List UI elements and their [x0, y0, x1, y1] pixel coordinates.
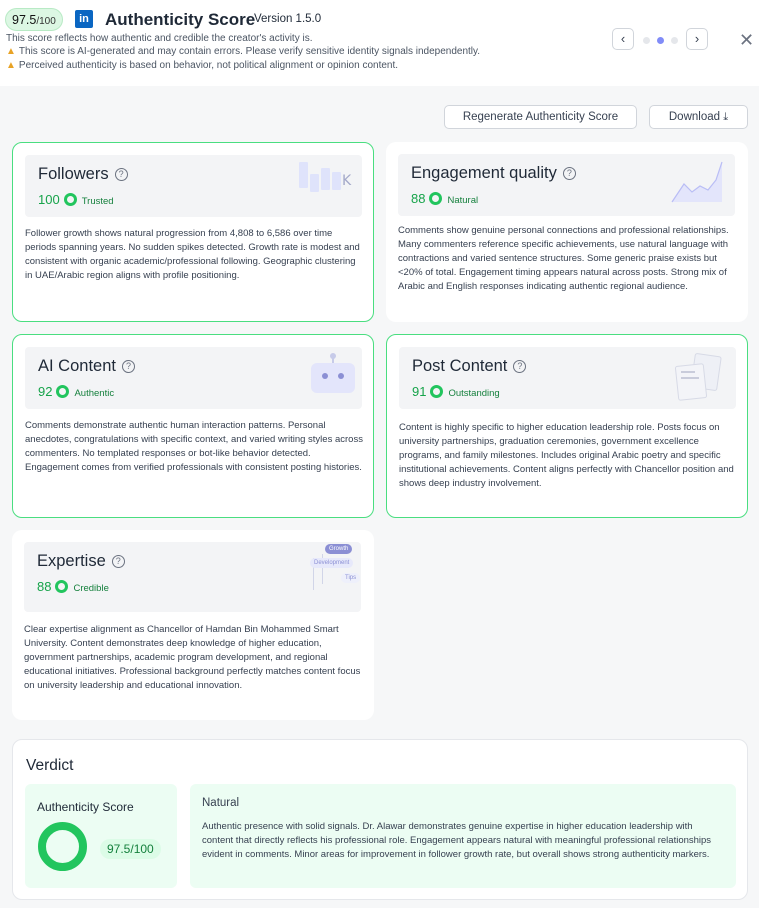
page-title: Authenticity Score — [105, 10, 256, 29]
card-title: Engagement quality ? — [411, 164, 576, 183]
help-icon[interactable]: ? — [513, 360, 526, 373]
warning-text: This score is AI-generated and may contain errors. Please verify sensitive identity signals independently. — [18, 46, 481, 57]
card-score: 92 Authentic — [38, 384, 115, 399]
score-ring-icon — [56, 385, 69, 398]
robot-icon — [307, 352, 359, 402]
card-post-content — [386, 334, 748, 518]
help-icon[interactable]: ? — [563, 167, 576, 180]
warning-icon: ▲ — [6, 60, 16, 71]
score-label: Authentic — [74, 388, 115, 399]
score-ring-icon — [55, 580, 68, 593]
close-icon[interactable]: ✕ — [739, 30, 755, 50]
card-score: 91 Outstanding — [412, 384, 500, 399]
pager-dot[interactable] — [671, 37, 678, 44]
card-body: Follower growth shows natural progression from 4,808 to 6,586 over time periods spanning years. No sudden spikes detected. Growth rate is modest and consistent with organic academic/professional following. Geographic clustering in UAE/Arabic region aligns with profile positioning. — [25, 228, 360, 281]
warning-text: Perceived authenticity is based on behavior, not political alignment or opinion content. — [18, 60, 399, 71]
score-ring-icon — [429, 192, 442, 205]
score-label: Credible — [73, 583, 109, 594]
score-ring-icon — [430, 385, 443, 398]
card-body: Comments show genuine personal connections and professional relationships. Many commenters reference specific achievements, use natural language with contractions and varied sentence structures. Some generic praise exists but <20% of total. Engagement timing appears natural across posts. Strong mix of Arabic and English responses indicating authentic regional audience. — [398, 225, 729, 292]
area-chart-icon — [670, 158, 726, 204]
score-max: /100 — [36, 16, 56, 27]
authenticity-score-panel — [25, 784, 177, 888]
subtitle: This score reflects how authentic and credible the creator's activity is. — [6, 33, 313, 44]
card-title: AI Content ? — [38, 357, 135, 376]
card-header — [398, 154, 735, 216]
card-score: 88 Natural — [411, 191, 479, 206]
verdict-title: Verdict — [26, 757, 74, 774]
verdict-assessment: Natural — [202, 797, 240, 809]
pager-dot[interactable] — [643, 37, 650, 44]
card-body: Clear expertise alignment as Chancellor of Hamdan Bin Mohammed Smart University. Content demonstrates deep knowledge of higher education, government partnerships, academic program development, and regional educational initiatives. Professional background perfectly matches content focus on university leadership and educational innovation. — [24, 624, 361, 691]
pager — [612, 28, 710, 52]
version-label: Version 1.5.0 — [254, 13, 322, 25]
prev-button[interactable]: ‹ — [612, 28, 634, 50]
authenticity-score-label: Authenticity Score — [37, 800, 134, 814]
header — [0, 0, 759, 86]
help-icon[interactable]: ? — [112, 555, 125, 568]
help-icon[interactable]: ? — [122, 360, 135, 373]
authenticity-score-value: 97.5/100 — [100, 839, 161, 859]
card-header — [25, 347, 362, 409]
tree-node: Tips — [341, 573, 360, 583]
score-value: 97.5 — [12, 13, 37, 27]
score-label: Outstanding — [448, 388, 500, 399]
tree-node: Development — [310, 558, 353, 568]
score-label: Trusted — [81, 196, 114, 207]
warning-ai — [6, 46, 480, 57]
tree-node: Growth — [325, 544, 352, 554]
score-badge — [5, 8, 63, 31]
card-title: Followers ? — [38, 165, 128, 184]
card-title: Expertise ? — [37, 552, 125, 571]
warning-icon: ▲ — [6, 46, 16, 57]
download-label: Download — [668, 111, 721, 123]
card-header — [24, 542, 361, 612]
next-button[interactable]: › — [686, 28, 708, 50]
card-body: Comments demonstrate authentic human interaction patterns. Personal anecdotes, congratulations with specific context, and varied writing styles across commenters. No templated responses or bot-like behavior detected. Engagement comes from verified professionals with consistent posting histories. — [25, 420, 363, 473]
score-donut-icon — [38, 822, 87, 871]
card-expertise — [12, 530, 374, 720]
card-followers — [12, 142, 374, 322]
card-ai-content — [12, 334, 374, 518]
warning-political — [6, 60, 398, 71]
tree-diagram-icon — [298, 544, 358, 606]
svg-text:K: K — [342, 173, 352, 189]
card-score: 100 Trusted — [38, 192, 114, 207]
verdict-section — [12, 739, 748, 900]
score-label: Natural — [447, 195, 479, 206]
verdict-summary-panel — [190, 784, 736, 888]
card-engagement-quality — [386, 142, 748, 322]
card-title: Post Content ? — [412, 357, 526, 376]
help-icon[interactable]: ? — [115, 168, 128, 181]
regenerate-button[interactable]: Regenerate Authenticity Score — [444, 105, 637, 129]
bar-chart-k-icon — [297, 160, 352, 206]
linkedin-icon: in — [75, 10, 93, 28]
documents-icon — [673, 353, 729, 405]
card-header — [25, 155, 362, 217]
download-icon: ⤓ — [723, 111, 729, 123]
card-header — [399, 347, 736, 409]
download-button[interactable] — [649, 105, 748, 129]
verdict-body: Authentic presence with solid signals. Dr. Alawar demonstrates genuine expertise in higher education leadership with content that directly reflects his professional role. Engagement appears natural with meaningful professional relationships evident in comments. Minor areas for improvement in follower growth rate, but overall shows strong authenticity markers. — [202, 821, 712, 860]
card-score: 88 Credible — [37, 579, 109, 594]
pager-dot-active[interactable] — [657, 37, 664, 44]
score-ring-icon — [64, 193, 77, 206]
card-body: Content is highly specific to higher education leadership role. Posts focus on university partnerships, graduation ceremonies, government excellence programs, and family milestones. Includes original Arabic poetry and specific institutional achievements. Content aligns perfectly with Chancellor position and shows deep industry involvement. — [399, 422, 734, 489]
